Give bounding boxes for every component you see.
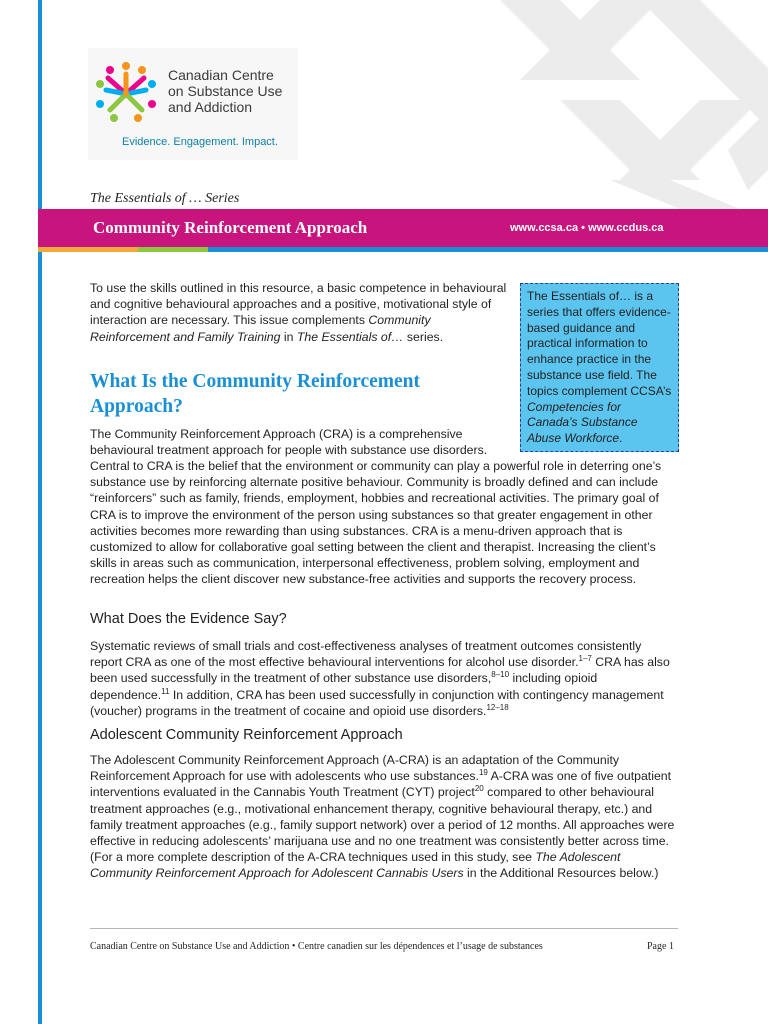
series-label: The Essentials of … Series [90,191,240,206]
stripe-green [138,247,208,252]
footer-organization: Canadian Centre on Substance Use and Addiction • Centre canadien sur les dépendences et l’usage de substances [90,941,543,952]
link-ccdus[interactable]: www.ccdus.ca [588,222,664,234]
section-heading-acra: Adolescent Community Reinforcement Approach [90,727,403,743]
intro-paragraph: To use the skills outlined in this resource, a basic competence in behavioural and cognitive behavioural approaches and a positive, motivational style of interaction are necessary. This issue complements Community Reinforcement and Family Training in The Essentials of… series. [90,281,507,344]
section-heading-cra: What Is the Community Reinforcement Approach? [90,371,421,417]
ccsa-logo-mark-icon [88,54,164,130]
logo-name: Canadian Centre on Substance Use and Addiction [168,67,283,115]
section-heading-evidence: What Does the Evidence Say? [90,611,287,627]
link-ccsa[interactable]: www.ccsa.ca [510,222,579,234]
stripe-orange [38,247,138,252]
page-number: Page 1 [647,941,674,952]
cra-paragraph-lead: The Community Reinforcement Approach (CRA) is a comprehensive behavioural treatment approach for people with substance use disorders. [90,427,488,458]
acra-paragraph: The Adolescent Community Reinforcement Approach (A-CRA) is an adaptation of the Community Reinforcement Approach for use with adolescents who use substances.$^{19}$ A-CRA was one of five outpatient interventions evaluated in the Cannabis Youth Treatment (CYT) project$^{20}$ compared to other behavioural treatment approaches (e.g., motivational enhancement therapy, cognitive behavioural therapy, etc.) and family treatment approaches (e.g., family support network) over a period of 12 months. All approaches were effective in reducing adolescents’ marijuana use and no one treatment was consistently better across time. (For a more complete description of the A-CRA techniques used in this study, see The Adolescent Community Reinforcement Approach for Adolescent Cannabis Users in the Additional Resources below.) [90,753,675,881]
url-separator: • [581,222,586,234]
logo-tagline: Evidence. Engagement. Impact. [122,136,278,148]
essentials-sidebar: The Essentials of… is a series that offers evidence-based guidance and practical information to enhance practice in the substance use field. The topics complement CCSA’s Competencies for Canada’s Substance Abuse Workforce. [520,283,679,452]
title-band [38,209,768,247]
footer-divider [90,928,678,929]
website-links [510,222,663,234]
evidence-paragraph: Systematic reviews of small trials and cost-effectiveness analyses of treatment outcomes consistently report CRA as one of the most effective behavioural interventions for alcohol use disorder.$^{1-7}$ CRA has also been used successfully in the treatment of other substance use disorders,$^{8-10}$ including opioid dependence.$^{11}$ In addition, CRA has been used successfully in conjunction with contingency management (voucher) programs in the treatment of cocaine and opioid use disorders.$^{12-18}$ [90,639,670,718]
cra-paragraph: Central to CRA is the belief that the environment or community can play a powerful role in deterring one’s substance use by reinforcing alternate positive behaviour. Community is broadly defined and can include “reinforcers” such as family, friends, employment, hobbies and recreational activities. The primary goal of CRA is to improve the environment of the person using substances so that greater engagement in other activities becomes more rewarding than using substances. CRA is a menu-driven approach that is customized to allow for collaborative goal setting between the client and therapist. Increasing the client’s skills in areas such as communication, interpersonal effectiveness, problem solving, employment and recreation helps the client discover new substance-free activities and supports the recovery process. [90,459,662,587]
ccsa-logo [88,48,298,160]
stripe-blue [208,247,768,252]
page-title: Community Reinforcement Approach [93,218,368,237]
